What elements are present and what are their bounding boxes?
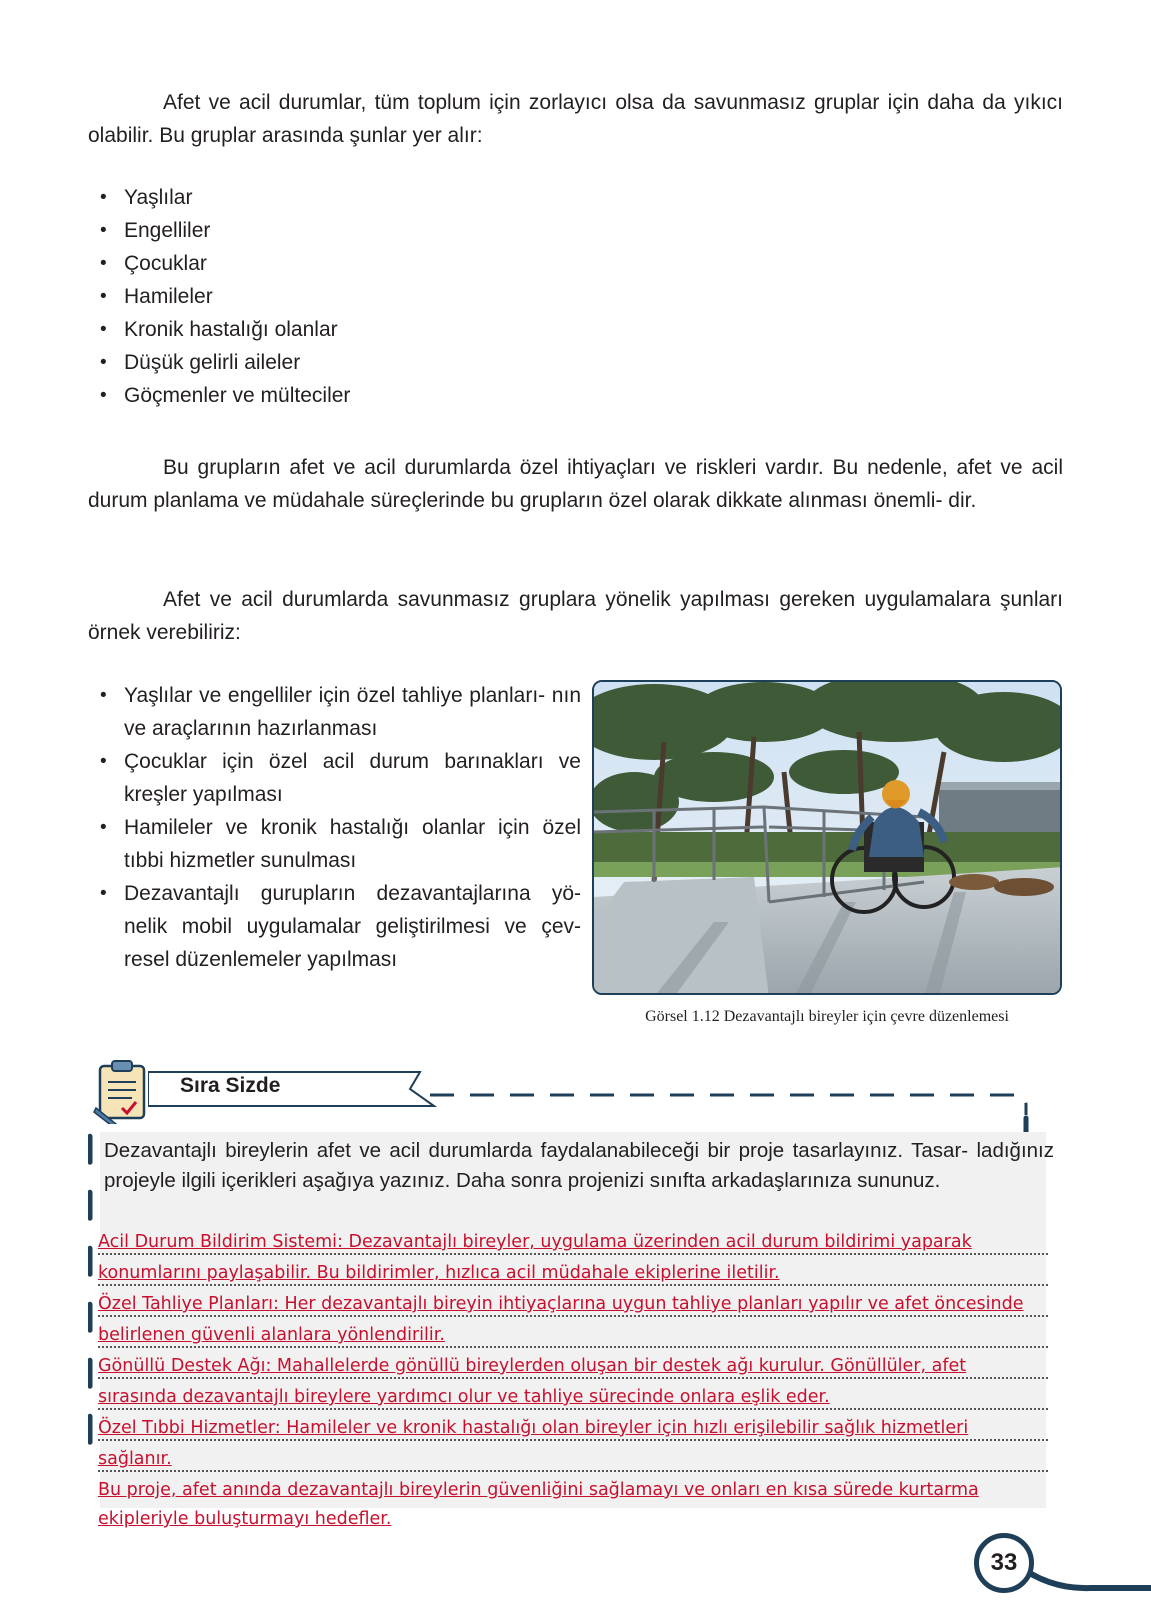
list-item: • Çocuklar için özel acil durum barınakları ve kreşler yapılması	[96, 745, 581, 811]
answer-text: belirlenen güvenli alanlara yönlendirilir.	[98, 1325, 445, 1345]
needs-paragraph	[88, 451, 1063, 517]
list-item: • Engelliler	[96, 214, 350, 247]
examples-list	[96, 679, 581, 976]
activity-prompt: Dezavantajlı bireylerin afet ve acil durumlarda faydalanabileceği bir proje tasarlayınız. Tasar- ladığınız projeyle ilgili içerikleri aşağıya yazınız. Daha sonra projenizi sınıfta arkadaşlarınıza sununuz.	[104, 1139, 1054, 1192]
figure-caption: Görsel 1.12 Dezavantajlı bireyler için çevre düzenlemesi	[645, 1008, 1009, 1025]
examples-intro-paragraph	[88, 583, 1063, 649]
answer-lines	[98, 1224, 1138, 1530]
wheelchair-ramp-photo	[592, 680, 1062, 995]
answer-text: Gönüllü Destek Ağı: Mahallelerde gönüllü bireylerden oluşan bir destek ağı kurulur. Gönüllüler, afet	[98, 1356, 967, 1376]
list-item: • Yaşlılar ve engelliler için özel tahliye planları- nın ve araçlarının hazırlanması	[96, 679, 581, 745]
answer-line[interactable]	[98, 1224, 1048, 1255]
answer-text: ekipleriyle buluşturmayı hedefler.	[98, 1509, 392, 1529]
answer-line[interactable]	[98, 1410, 1048, 1441]
list-item: • Hamileler	[96, 280, 350, 313]
answer-line[interactable]	[98, 1317, 1048, 1348]
list-item: • Göçmenler ve mülteciler	[96, 379, 350, 412]
list-item: • Çocuklar	[96, 247, 350, 280]
answer-line[interactable]	[98, 1379, 1048, 1410]
answer-line[interactable]	[98, 1441, 1048, 1472]
answer-text: Bu proje, afet anında dezavantajlı bireylerin güvenliğini sağlamayı ve onları en kısa sürede kurtarma	[98, 1480, 979, 1500]
intro-paragraph	[88, 86, 1063, 152]
answer-line[interactable]	[98, 1255, 1048, 1286]
list-item: • Dezavantajlı gurupların dezavantajlarına yö- nelik mobil uygulamalar geliştirilmesi ve çev- resel düzenlemeler yapılması	[96, 877, 581, 976]
list-item: • Hamileler ve kronik hastalığı olanlar için özel tıbbi hizmetler sunulması	[96, 811, 581, 877]
list-item: • Kronik hastalığı olanlar	[96, 313, 350, 346]
answer-text: sırasında dezavantajlı bireylere yardımcı olur ve tahliye sürecinde onlara eşlik eder.	[98, 1387, 830, 1407]
vulnerable-groups-list	[96, 181, 350, 412]
list-item: • Yaşlılar	[96, 181, 350, 214]
intro-text: Afet ve acil durumlar, tüm toplum için zorlayıcı olsa da savunmasız gruplar için daha da yıkıcı olabilir. Bu gruplar arasında şunlar yer alır:	[88, 91, 1063, 147]
list-item: • Düşük gelirli aileler	[96, 346, 350, 379]
answer-line[interactable]	[98, 1501, 1048, 1530]
answer-text: Acil Durum Bildirim Sistemi: Dezavantajlı bireyler, uygulama üzerinden acil durum bildirimi yaparak	[98, 1232, 972, 1252]
answer-text: Özel Tıbbi Hizmetler: Hamileler ve kronik hastalığı olan bireyler için hızlı erişilebilir sağlık hizmetleri	[98, 1418, 969, 1438]
answer-text: sağlanır.	[98, 1449, 172, 1469]
needs-text: Bu grupların afet ve acil durumlarda özel ihtiyaçları ve riskleri vardır. Bu nedenle, afet ve acil durum planlama ve müdahale süreçlerinde bu grupların özel olarak dikkate alınması önemli- dir.	[88, 456, 1063, 512]
clipboard-icon	[92, 1058, 154, 1124]
page-number: 33	[974, 1533, 1034, 1593]
answer-line[interactable]	[98, 1472, 1048, 1501]
answer-line[interactable]	[98, 1286, 1048, 1317]
answer-text: konumlarını paylaşabilir. Bu bildirimler, hızlıca acil müdahale ekiplerine iletilir.	[98, 1263, 780, 1283]
activity-box	[88, 1058, 1068, 1529]
answer-text: Özel Tahliye Planları: Her dezavantajlı bireyin ihtiyaçlarına uygun tahliye planları yapılır ve afet öncesinde	[98, 1294, 1024, 1314]
activity-title: Sıra Sizde	[180, 1074, 281, 1097]
answer-line[interactable]	[98, 1348, 1048, 1379]
examples-intro-text: Afet ve acil durumlarda savunmasız gruplara yönelik yapılması gereken uygulamalara şunları örnek verebiliriz:	[88, 588, 1063, 644]
